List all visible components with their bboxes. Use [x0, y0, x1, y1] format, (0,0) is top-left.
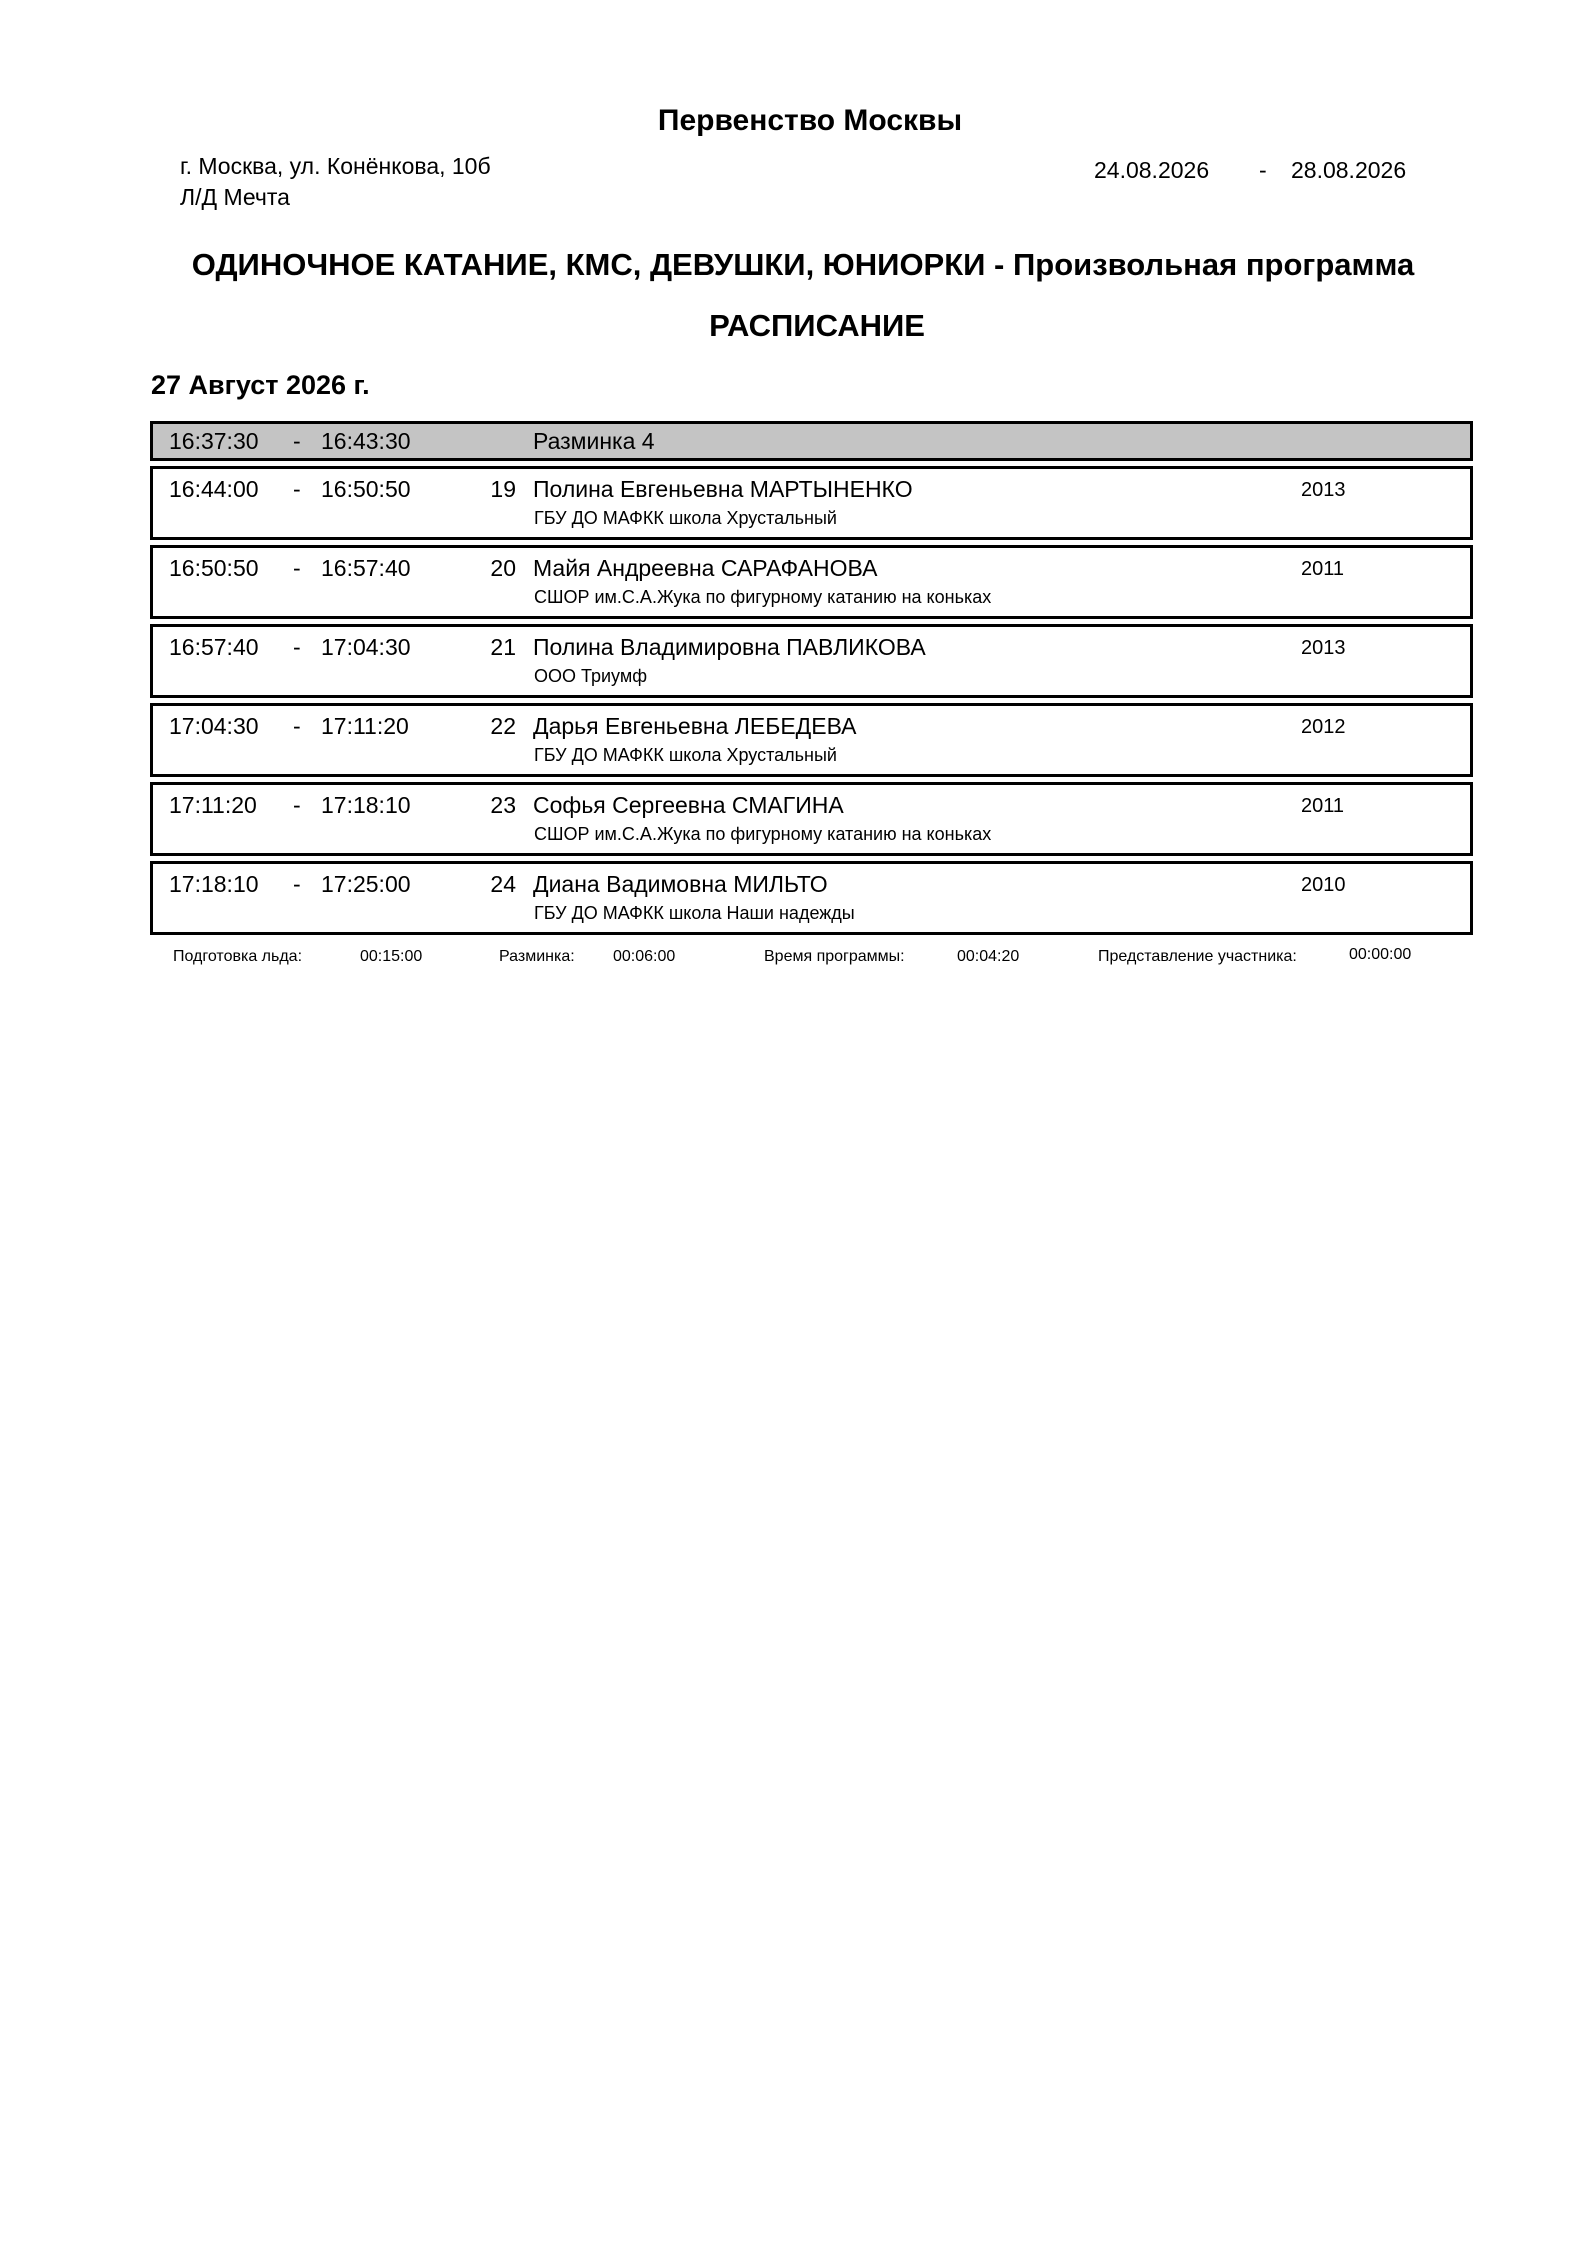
start-number: 21 [490, 634, 516, 660]
start-time: 17:11:20 [169, 792, 257, 818]
date-start: 24.08.2026 [1094, 157, 1210, 183]
skater-name: Полина Евгеньевна МАРТЫНЕНКО [533, 476, 913, 502]
venue-address: г. Москва, ул. Конёнкова, 10б [180, 153, 491, 179]
skater-name: Полина Владимировна ПАВЛИКОВА [533, 634, 926, 660]
end-time: 17:04:30 [321, 634, 411, 660]
schedule-row [150, 466, 1473, 540]
birth-year: 2012 [1301, 716, 1346, 738]
warmup-row [150, 421, 1473, 461]
time-separator: - [293, 555, 301, 581]
schedule-row [150, 624, 1473, 698]
presentation-value: 00:00:00 [1349, 946, 1412, 963]
ice-prep-value: 00:15:00 [360, 948, 423, 965]
time-separator: - [293, 871, 301, 897]
schedule-row [150, 703, 1473, 777]
skater-club: СШОР им.С.А.Жука по фигурному катанию на коньках [534, 824, 992, 844]
schedule-row [150, 861, 1473, 935]
venue-name: Л/Д Мечта [180, 184, 290, 210]
start-time: 16:44:00 [169, 476, 259, 502]
birth-year: 2011 [1301, 558, 1345, 580]
end-time: 17:18:10 [321, 792, 411, 818]
presentation-label: Представление участника: [1098, 948, 1297, 965]
end-time: 16:50:50 [321, 476, 411, 502]
category-title: ОДИНОЧНОЕ КАТАНИЕ, КМС, ДЕВУШКИ, ЮНИОРКИ - Произвольная программа [191, 247, 1415, 282]
schedule-row [150, 782, 1473, 856]
warmup-label: Разминка 4 [533, 428, 655, 454]
program-time-label: Время программы: [764, 948, 905, 965]
birth-year: 2011 [1301, 795, 1345, 817]
end-time: 17:25:00 [321, 871, 411, 897]
warmup-duration-value: 00:06:00 [613, 948, 676, 965]
date-end: 28.08.2026 [1291, 157, 1407, 183]
schedule-row [150, 545, 1473, 619]
birth-year: 2013 [1301, 479, 1346, 501]
start-number: 24 [490, 871, 516, 897]
skater-name: Дарья Евгеньевна ЛЕБЕДЕВА [533, 713, 857, 739]
start-number: 19 [490, 476, 516, 502]
skater-name: Диана Вадимовна МИЛЬТО [533, 871, 828, 897]
event-title: Первенство Москвы [657, 104, 963, 137]
skater-club: ГБУ ДО МАФКК школа Хрустальный [534, 508, 837, 528]
day-title: 27 Август 2026 г. [151, 370, 370, 400]
start-time: 17:04:30 [169, 713, 259, 739]
skater-club: ООО Триумф [534, 666, 648, 686]
document-title: РАСПИСАНИЕ [709, 308, 925, 343]
program-time-value: 00:04:20 [957, 948, 1020, 965]
start-time: 17:18:10 [169, 871, 259, 897]
skater-club: СШОР им.С.А.Жука по фигурному катанию на коньках [534, 587, 992, 607]
date-separator: - [1259, 157, 1267, 183]
start-time: 16:50:50 [169, 555, 259, 581]
skater-club: ГБУ ДО МАФКК школа Наши надежды [534, 903, 855, 923]
time-separator: - [293, 476, 301, 502]
start-number: 20 [490, 555, 516, 581]
ice-prep-label: Подготовка льда: [173, 948, 303, 965]
start-number: 22 [490, 713, 516, 739]
birth-year: 2010 [1301, 874, 1346, 896]
end-time: 17:11:20 [321, 713, 409, 739]
skater-club: ГБУ ДО МАФКК школа Хрустальный [534, 745, 837, 765]
warmup-duration-label: Разминка: [499, 948, 575, 965]
end-time: 16:57:40 [321, 555, 411, 581]
start-time: 16:57:40 [169, 634, 259, 660]
warmup-end-time: 16:43:30 [321, 428, 411, 454]
start-number: 23 [490, 792, 516, 818]
time-separator: - [293, 713, 301, 739]
time-separator: - [293, 634, 301, 660]
skater-name: Софья Сергеевна СМАГИНА [533, 792, 844, 818]
skater-name: Майя Андреевна САРАФАНОВА [533, 555, 878, 581]
warmup-time-separator: - [293, 428, 301, 454]
birth-year: 2013 [1301, 637, 1346, 659]
time-separator: - [293, 792, 301, 818]
warmup-start-time: 16:37:30 [169, 428, 259, 454]
